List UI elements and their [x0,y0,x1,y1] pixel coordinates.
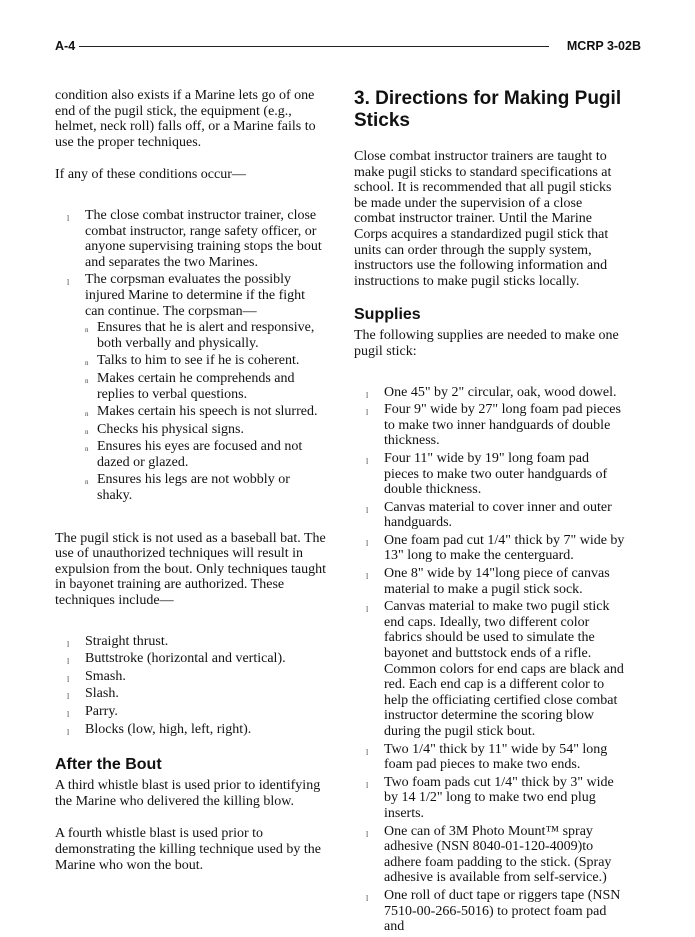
list-item: l One 45" by 2" circular, oak, wood dowel. [354,385,626,401]
supplies-list [354,385,626,935]
section-intro: Close combat instructor trainers are taught to make pugil sticks to standard specifications at school. It is recommended that all pugil sticks be made under the supervision of a close combat instructor trainer. Until the Marine Corps acquires a standardized pugil stick that units can order through the supply system, instructors use the following information and instructions to make pugil sticks locally. [354,149,612,289]
left-column [55,88,327,873]
bullet-marker: l [67,639,70,649]
list-item: l Slash. [55,686,327,702]
page-label: A-4 [55,39,76,53]
list-item: l Two foam pads cut 1/4" thick by 3" wide by 14 1/2" long to make two end plug inserts. [366,774,614,821]
right-column [354,88,626,937]
techniques-list [55,634,327,738]
bullet-marker: l [366,408,369,418]
bullet-marker: l [67,674,70,684]
page-header [55,39,641,55]
sub-bullet-marker: n [85,427,89,436]
bullet-marker: l [366,538,369,548]
list-item: n Ensures his legs are not wobbly or shaky. [85,472,290,504]
bullet-marker: l [366,780,369,790]
bullet-marker: l [67,278,70,288]
bullet-marker: l [67,213,70,223]
bullet-marker: l [67,710,70,719]
list-item: n Checks his physical signs. [85,422,327,438]
after-bout-paragraph-1: A third whistle blast is used prior to identifying the Marine who delivered the killing blow. [55,778,321,809]
list-item: l One 8" wide by 14"long piece of canvas material to make a pugil stick sock. [366,566,610,597]
list-item: n Makes certain he comprehends and replies to verbal questions. [85,370,295,402]
list-item: l The corpsman evaluates the possibly injured Marine to determine if the fight can continue. The corpsman— n Ensures that he is alert and responsive, both verbally and physically. n Talks to him to see if he is coherent. n Makes certain he comprehends and replies to verbal questions. n Makes certain his speech is not slurred. n Checks his physical signs. n Ensures his eyes are focused and not dazed or glazed. n Ensures his legs are not wobbly or shaky. [55,272,327,503]
list-item: l Parry. [55,704,327,720]
intro-paragraph: condition also exists if a Marine lets go of one end of the pugil stick, the equipment (e.g., helmet, neck roll) falls off, or a Marine fails to use the proper techniques. [55,88,316,150]
sub-bullet-marker: n [85,410,89,419]
bullet-marker: l [366,605,369,615]
bullet-marker: l [67,727,70,737]
list-item: n Makes certain his speech is not slurred. [85,404,327,420]
sub-bullet-marker: n [85,326,89,335]
list-item: n Talks to him to see if he is coherent. [85,353,327,369]
conditions-list [55,208,327,504]
bullet-marker: l [366,747,369,757]
bullet-marker: l [67,657,70,667]
supplies-heading: Supplies [354,306,421,324]
list-item: l Canvas material to make two pugil stick end caps. Ideally, two different color fabrics should be used to simulate the bayonet and buttstock ends of a rifle. Common colors for end caps are black and red. Each end cap is a different color to help the officiating certified close combat instructor determine the scoring blow during the pugil stick bout. [366,599,624,739]
bullet-marker: l [366,829,369,839]
bullet-marker: l [366,456,369,466]
bullet-marker: l [366,572,369,582]
techniques-lead: The pugil stick is not used as a baseball bat. The use of unauthorized techniques will result in expulsion from the bout. Only techniques taught in bayonet training are authorized. These techniques include— [55,530,327,609]
list-item: l One can of 3M Photo Mount™ spray adhesive (NSN 8040-01-120-4009)to adhere foam padding to the stick. (Spray adhesive is available from self-service.) [366,823,612,886]
list-item: l Blocks (low, high, left, right). [55,722,327,738]
after-bout-paragraph-2: A fourth whistle blast is used prior to demonstrating the killing technique used by the Marine who won the bout. [55,826,321,873]
bullet-marker: l [67,692,70,702]
list-item: l One foam pad cut 1/4" thick by 7" wide by 13" long to make the centerguard. [366,532,625,564]
after-bout-heading: After the Bout [55,756,162,774]
list-item: l One roll of duct tape or riggers tape (NSN 7510-00-266-5016) to protect foam pad and [366,887,621,935]
bullet-marker: l [366,893,369,903]
conditions-lead: If any of these conditions occur— [55,167,246,183]
list-item: l The close combat instructor trainer, close combat instructor, range safety officer, or anyone supervising training stops the bout and separates the two Marines. [67,207,322,270]
list-item: l Straight thrust. [55,634,327,650]
section-heading: 3. Directions for Making Pugil Sticks [354,88,622,131]
list-item: l Buttstroke (horizontal and vertical). [55,651,327,667]
supplies-lead: The following supplies are needed to make one pugil stick: [354,328,619,359]
list-item: l Two 1/4" thick by 11" wide by 54" long foam pad pieces to make two ends. [366,741,608,773]
bullet-marker: l [366,390,369,400]
list-item: l Four 9" wide by 27" long foam pad pieces to make two inner handguards of double thickness. [366,402,621,449]
bullet-marker: l [366,505,369,515]
list-item: l Smash. [55,669,327,685]
sub-bullet-marker: n [85,478,89,487]
list-item: n Ensures that he is alert and responsive, both verbally and physically. [85,320,315,351]
corpsman-checks-list [85,320,327,504]
list-item: l Four 11" wide by 19" long foam pad pieces to make two outer handguards of double thickness. [366,450,608,498]
sub-bullet-marker: n [85,445,89,454]
sub-bullet-marker: n [85,359,89,368]
list-item: n Ensures his eyes are focused and not dazed or glazed. [85,439,303,470]
doc-code: MCRP 3-02B [566,39,641,53]
header-rule [79,46,549,47]
sub-bullet-marker: n [85,376,89,385]
list-item: l Canvas material to cover inner and outer handguards. [366,499,612,531]
